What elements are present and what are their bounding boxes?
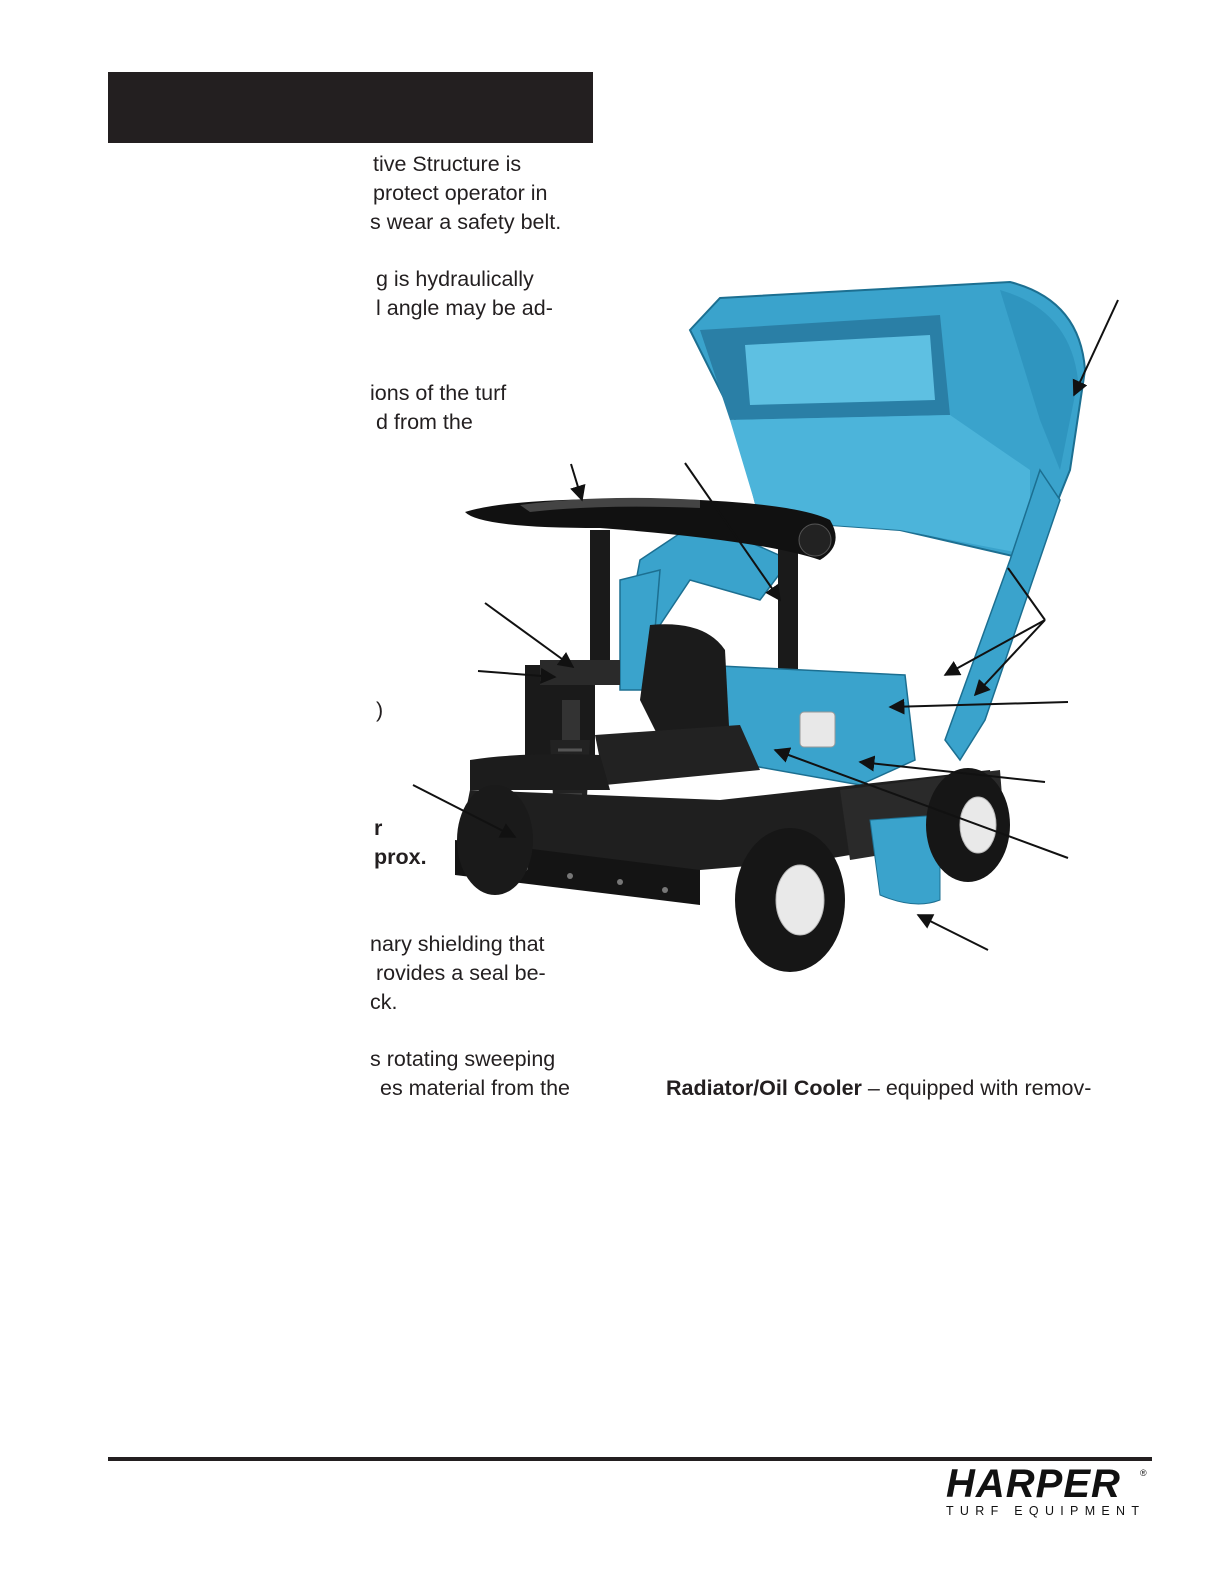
text-line: ck. — [370, 990, 398, 1014]
brand-tagline: TURF EQUIPMENT — [946, 1504, 1146, 1518]
footer-rule — [108, 1457, 1152, 1461]
text-line: rovides a seal be- — [376, 961, 546, 985]
text-line: tive Structure is — [373, 152, 522, 176]
bold-text-line: r — [374, 816, 383, 840]
harper-logo — [940, 1462, 1150, 1522]
chassis — [455, 754, 1005, 905]
reservoir — [800, 712, 835, 747]
text-line: g is hydraulically — [376, 267, 534, 291]
radiator-term: Radiator/Oil Cooler — [666, 1076, 862, 1100]
radiator-text: – equipped with remov- — [861, 1076, 1092, 1100]
text-line: d from the — [376, 410, 473, 434]
text-line: ) — [376, 698, 384, 722]
text-line: l angle may be ad- — [376, 296, 553, 320]
brand-registered-mark: ® — [1140, 1468, 1147, 1478]
text-line: nary shielding that — [370, 932, 545, 956]
text-line: protect operator in — [373, 181, 548, 205]
text-line: es material from the — [380, 1076, 570, 1100]
text-line: s wear a safety belt. — [370, 210, 562, 234]
bold-text-line: prox. — [374, 845, 427, 869]
brand-name: HARPER — [946, 1462, 1121, 1506]
text-line: s rotating sweeping — [370, 1047, 556, 1071]
text-line: ions of the turf — [370, 381, 507, 405]
